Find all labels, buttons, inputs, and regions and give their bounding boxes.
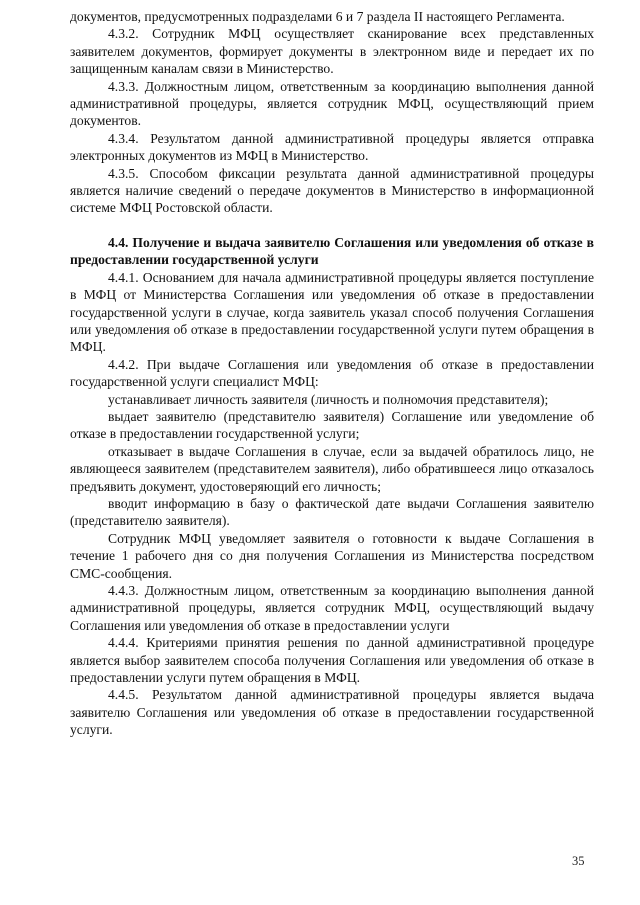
list-item-refuse: отказывает в выдаче Соглашения в случае, если за выдачей обратилось лицо, не являющееся заявителем (представителем заявителя), либо обратившееся лицо отказалось предъявить документ, удостоверяющий его личность; — [70, 443, 594, 494]
paragraph-4-3-4: 4.3.4. Результатом данной административной процедуры является отправка электронных документов из МФЦ в Министерство. — [70, 130, 594, 164]
paragraph-4-3-3: 4.3.3. Должностным лицом, ответственным за координацию выполнения данной административной процедуры, является сотрудник МФЦ, осуществляющий прием документов. — [70, 78, 594, 129]
paragraph-continuation: документов, предусмотренных подразделами 6 и 7 раздела II настоящего Регламента. — [70, 9, 565, 24]
document-page — [70, 8, 594, 739]
paragraph-4-3-5: 4.3.5. Способом фиксации результата данной административной процедуры является наличие сведений о передаче документов в Министерство в информационной системе МФЦ Ростовской области. — [70, 165, 594, 216]
paragraph-4-4-5: 4.4.5. Результатом данной административной процедуры является выдача заявителю Соглашения или уведомления об отказе в предоставлении государственной услуги. — [70, 687, 594, 738]
paragraph-4-4-2: 4.4.2. При выдаче Соглашения или уведомления об отказе в предоставлении государственной услуги специалист МФЦ: — [70, 356, 594, 390]
paragraph-4-4-1: 4.4.1. Основанием для начала административной процедуры является поступление в МФЦ от Министерства Соглашения или уведомления об отказе в предоставлении государственной услуги в случае, когда заявитель указал способ получения Соглашения или уведомления об отказе в предоставлении государственной услуги путем обращения в МФЦ. — [70, 269, 594, 355]
page-number: 35 — [572, 854, 585, 868]
paragraph-notify: Сотрудник МФЦ уведомляет заявителя о готовности к выдаче Соглашения в течение 1 рабочего дня со дня получения Соглашения из Министерства посредством СМС-сообщения. — [70, 530, 594, 581]
paragraph-4-4-4: 4.4.4. Критериями принятия решения по данной административной процедуре является выбор заявителем способа получения Соглашения или уведомления об отказе в предоставлении услуги путем обращения в МФЦ. — [70, 635, 594, 686]
paragraph-4-4-3: 4.4.3. Должностным лицом, ответственным за координацию выполнения данной административной процедуры, является сотрудник МФЦ, осуществляющий выдачу Соглашения или уведомления об отказе в предоставлении услуги — [70, 583, 594, 633]
paragraph-4-3-2: 4.3.2. Сотрудник МФЦ осуществляет сканирование всех представленных заявителем документов, формирует документы в электронном виде и передает их по защищенным каналам связи в Министерство. — [70, 26, 594, 77]
section-heading-4-4: 4.4. Получение и выдача заявителю Соглашения или уведомления об отказе в предоставлении государственной услуги — [70, 234, 594, 268]
list-item-issue: выдает заявителю (представителю заявителя) Соглашение или уведомление об отказе в предоставлении государственной услуги; — [70, 408, 594, 442]
list-item-enter-info: вводит информацию в базу о фактической дате выдачи Соглашения заявителю (представителю заявителя). — [70, 495, 594, 529]
list-item-identify: устанавливает личность заявителя (личность и полномочия представителя); — [108, 391, 549, 407]
